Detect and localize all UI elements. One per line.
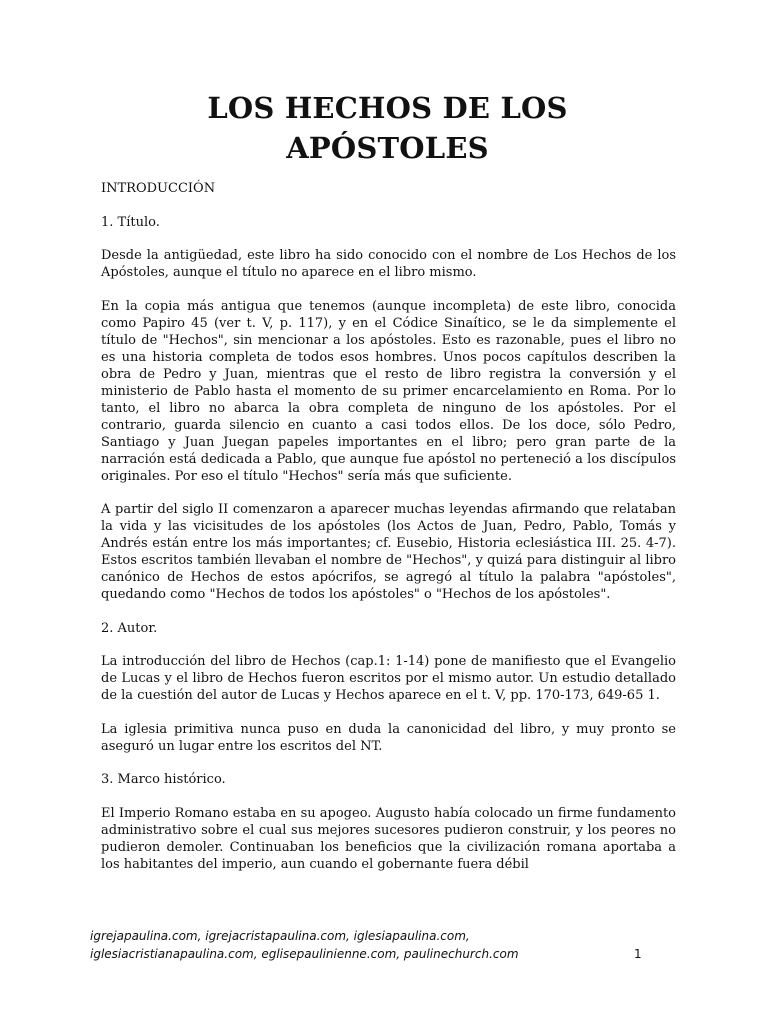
page-footer: [90, 927, 650, 963]
paragraph-imperio-romano: El Imperio Romano estaba en su apogeo. Augusto había colocado un firme fundamento administrativo sobre el cual sus mejores sucesores pudieron construir, y los peores no pudieron demoler. Continuaban los beneficios que la civilización romana aportaba a los habitantes del imperio, aun cuando el gobernante fuera débil: [101, 805, 676, 872]
document-title-line-2: APÓSTOLES: [286, 131, 489, 165]
document-title: [100, 88, 675, 168]
paragraph-copia-antigua: En la copia más antigua que tenemos (aunque incompleta) de este libro, conocida como Papiro 45 (ver t. V, p. 117), y en el Códice Sinaítico, se le da simplemente el título de "Hechos", sin mencionar a los apóstoles. Esto es razonable, pues el libro no es una historia completa de todos esos hombres. Unos pocos capítulos describen la obra de Pedro y Juan, mientras que el resto de libro registra la conversión y el ministerio de Pablo hasta el momento de su primer encarcelamiento en Roma. Por lo tanto, el libro no abarca la obra completa de ninguno de los apóstoles. Por el contrario, guarda silencio en cuanto a casi todos ellos. De los doce, sólo Pedro, Santiago y Juan Juegan papeles importantes en el libro; pero gran parte de la narración está dedicada a Pablo, que aunque fue apóstol no perteneció a los discípulos originales. Por eso el título "Hechos" sería más que suficiente.: [101, 298, 676, 484]
footer-links-line-1: igrejapaulina.com, igrejacristapaulina.com, iglesiapaulina.com,: [90, 929, 470, 943]
paragraph-antiguedad: Desde la antigüedad, este libro ha sido conocido con el nombre de Los Hechos de los Apóstoles, aunque el título no aparece en el libro mismo.: [101, 248, 676, 280]
footer-links-line-2: iglesiacristianapaulina.com, eglisepaulinienne.com, paulinechurch.com: [90, 947, 519, 961]
section-heading-marco-historico: 3. Marco histórico.: [101, 772, 226, 787]
paragraph-iglesia-primitiva: La iglesia primitiva nunca puso en duda la canonicidad del libro, y muy pronto se aseguró un lugar entre los escritos del NT.: [101, 721, 676, 754]
paragraph-siglo-ii: A partir del siglo II comenzaron a aparecer muchas leyendas afirmando que relataban la vida y las vicisitudes de los apóstoles (los Actos de Juan, Pedro, Pablo, Tomás y Andrés están entre los más importantes; cf. Eusebio, Historia eclesiástica III. 25. 4-7). Estos escritos también llevaban el nombre de "Hechos", y quizá para distinguir al libro canónico de Hechos de estos apócrifos, se agregó al título la palabra "apóstoles", quedando como "Hechos de todos los apóstoles" o "Hechos de los apóstoles".: [101, 502, 676, 602]
paragraph-introduccion-hechos: La introducción del libro de Hechos (cap.1: 1-14) pone de manifiesto que el Evangelio de Lucas y el libro de Hechos fueron escritos por el mismo autor. Un estudio detallado de la cuestión del autor de Lucas y Hechos aparece en el t. V, pp. 170-173, 649-65 1.: [101, 654, 676, 703]
document-body: [101, 180, 676, 889]
section-heading-introduccion: INTRODUCCIÓN: [101, 181, 216, 196]
document-title-line-1: LOS HECHOS DE LOS: [207, 91, 568, 125]
page-number: 1: [634, 947, 642, 961]
section-heading-titulo: 1. Título.: [101, 214, 160, 230]
section-heading-autor: 2. Autor.: [101, 620, 158, 636]
